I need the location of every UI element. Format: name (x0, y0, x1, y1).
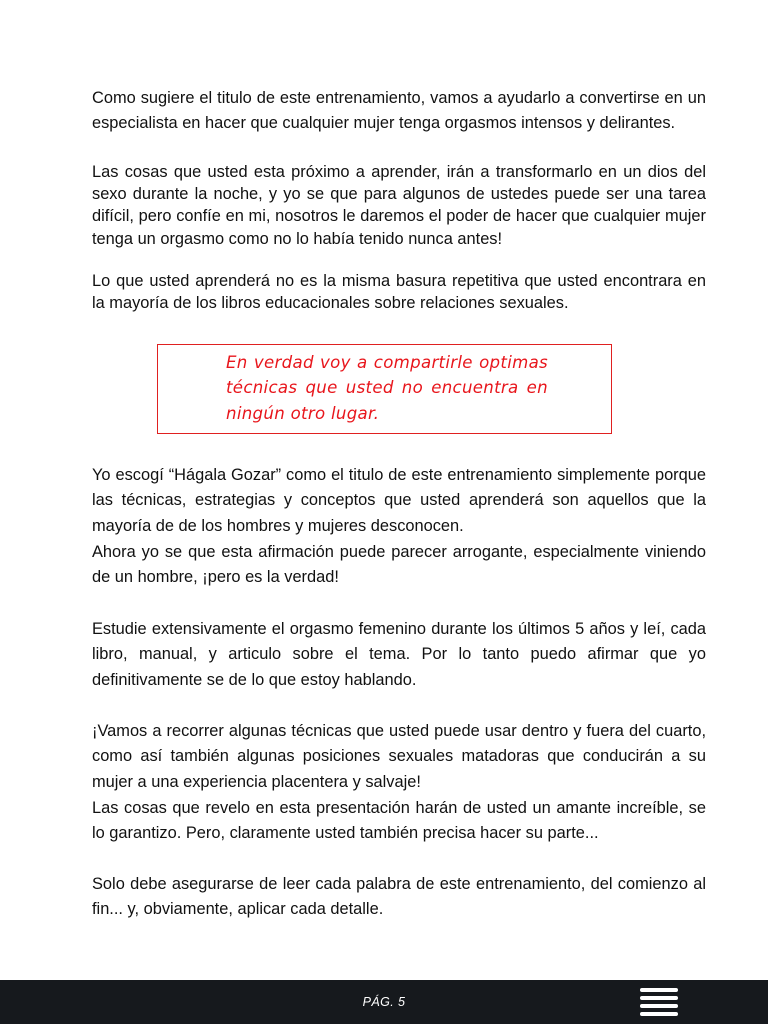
paragraph: Estudie extensivamente el orgasmo femenino durante los últimos 5 años y leí, cada libro, manual, y articulo sobre el tema. Por lo tanto puedo afirmar que yo definitivamente se de lo que estoy hablando. (92, 620, 706, 689)
paragraph: Solo debe asegurarse de leer cada palabra de este entrenamiento, del comienzo al fin... y, obviamente, aplicar cada detalle. (92, 875, 706, 919)
paragraph: Lo que usted aprenderá no es la misma basura repetitiva que usted encontrara en la mayoría de los libros educacionales sobre relaciones sexuales. (92, 272, 706, 313)
menu-bar (640, 988, 678, 992)
footer-bar (0, 980, 768, 1024)
paragraph: Como sugiere el titulo de este entrenamiento, vamos a ayudarlo a convertirse en un especialista en hacer que cualquier mujer tenga orgasmos intensos y delirantes. (92, 89, 706, 132)
menu-bar (640, 1012, 678, 1016)
paragraph: Las cosas que usted esta próximo a aprender, irán a transformarlo en un dios del sexo durante la noche, y yo se que para algunos de ustedes puede ser una tarea difícil, pero confíe en mi, nosotros le daremos el poder de hacer que cualquier mujer tenga un orgasmo como no lo había tenido nunca antes! (92, 163, 706, 248)
page-number: PÁG. 5 (362, 995, 406, 1009)
callout-text: En verdad voy a compartirle optimas técnicas que usted no encuentra en ningún otro lugar. (226, 353, 548, 423)
callout-box (157, 344, 612, 434)
paragraph: Yo escogí “Hágala Gozar” como el titulo de este entrenamiento simplemente porque las técnicas, estrategias y conceptos que usted aprenderá son aquellos que la mayoría de de los hombres y mujeres desconocen. (92, 466, 706, 535)
menu-bar (640, 996, 678, 1000)
hamburger-menu-icon[interactable] (637, 986, 681, 1018)
paragraph: Las cosas que revelo en esta presentación harán de usted un amante increíble, se lo garantizo. Pero, claramente usted también precisa hacer su parte... (92, 799, 706, 843)
paragraph: Ahora yo se que esta afirmación puede parecer arrogante, especialmente viniendo de un hombre, ¡pero es la verdad! (92, 543, 706, 587)
paragraph: ¡Vamos a recorrer algunas técnicas que usted puede usar dentro y fuera del cuarto, como así también algunas posiciones sexuales matadoras que conducirán a su mujer a una experiencia placentera y salvaje! (92, 722, 706, 791)
menu-bar (640, 1004, 678, 1008)
